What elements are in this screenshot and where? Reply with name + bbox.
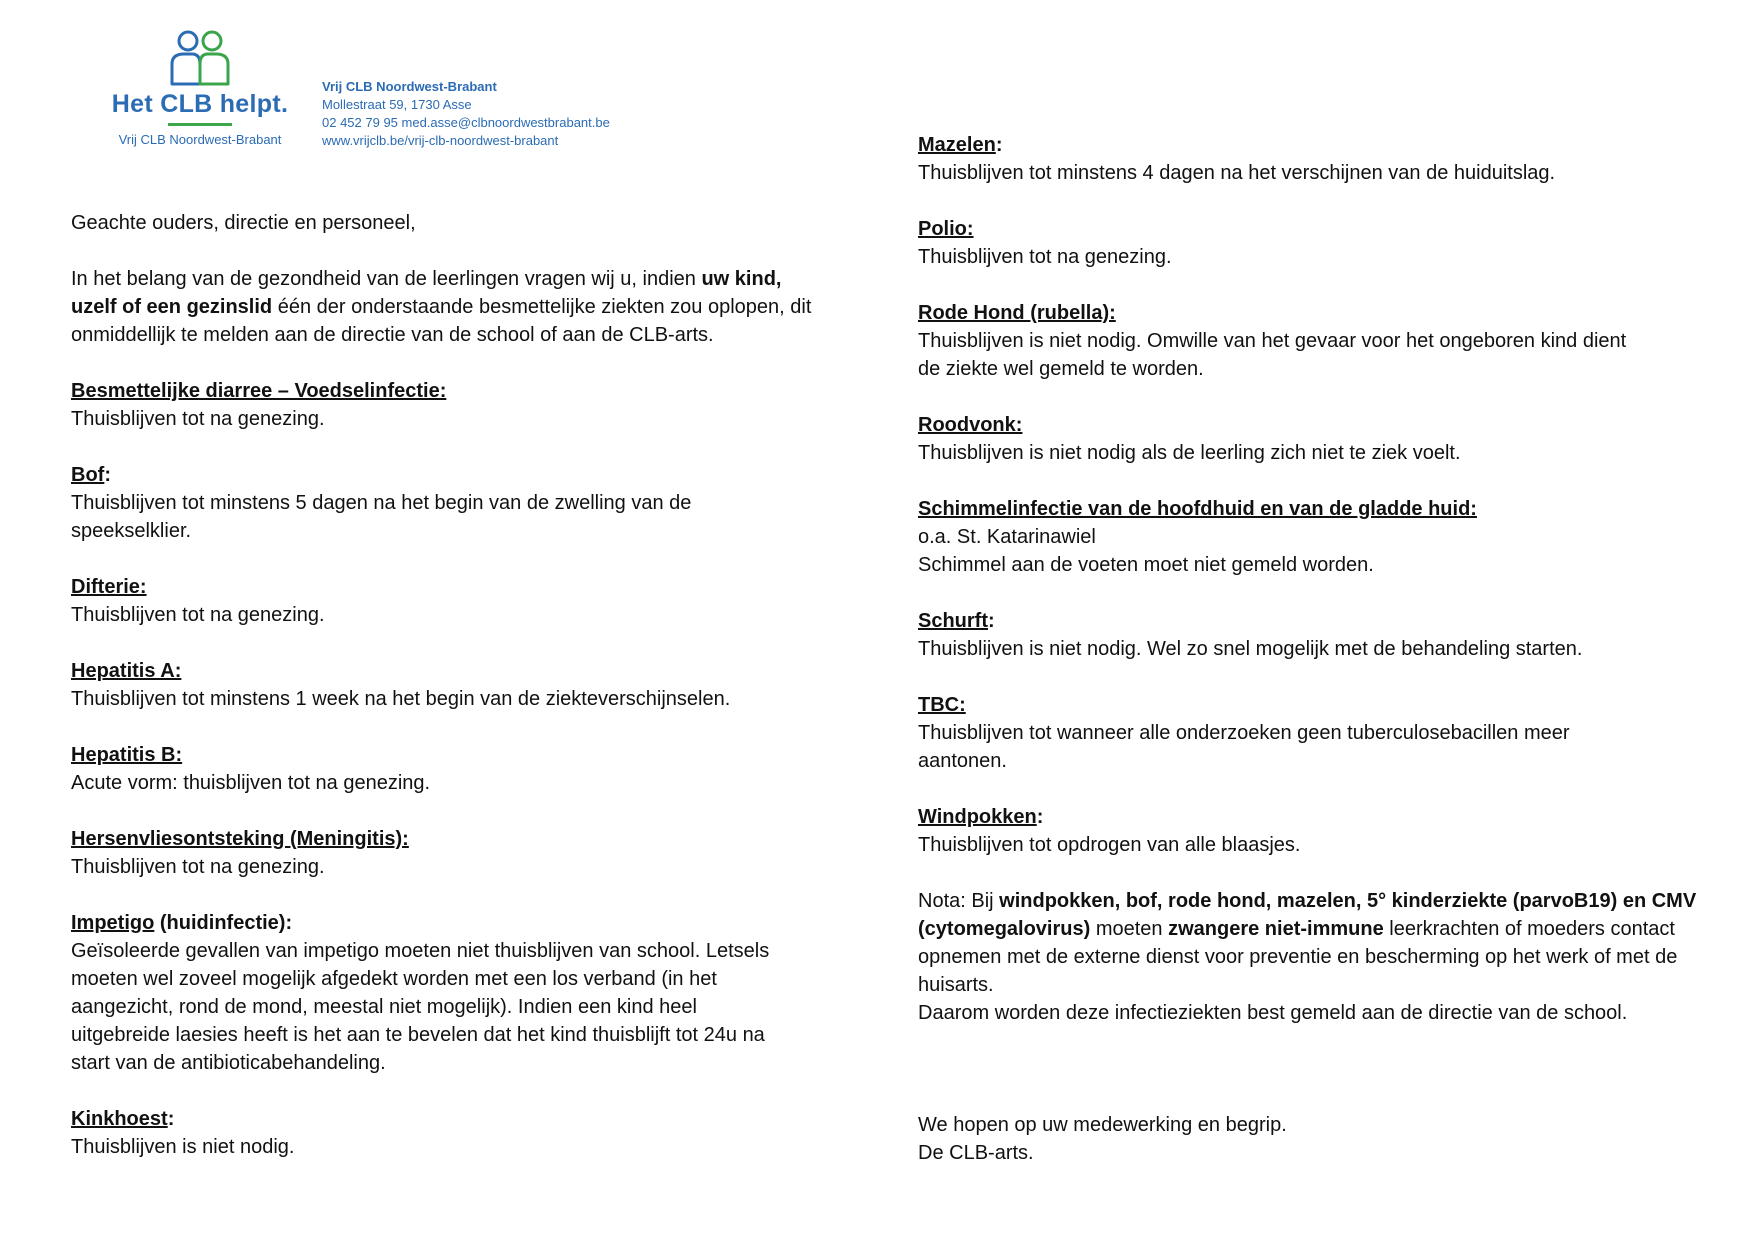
section-impetigo [71,909,831,1077]
section-title: Bof [71,464,105,486]
intro-paragraph [71,265,831,349]
nota-paragraph [918,887,1708,1027]
nota-text-bold-1: windpokken, bof, rode hond, mazelen, 5° kinderziekte (parvoB19) en CMV (cytomegalovirus) [918,890,1697,940]
section-text: Thuisblijven tot na genezing. [71,408,325,430]
section-text: Thuisblijven tot na genezing. [918,246,1172,268]
section-text: Thuisblijven tot na genezing. [71,856,325,878]
section-title: Roodvonk: [918,414,1023,436]
intro-text-bold: uw kind, uzelf of een gezinslid [71,268,782,318]
section-text: Geïsoleerde gevallen van impetigo moeten niet thuisblijven van school. Letsels moeten wel zoveel mogelijk afgedekt worden met een los verband (in het aangezicht, rond de mond, meestal niet mogelijk). Indien een kind heel uitgebreide laesies heeft is het aan te bevelen dat het kind thuisblijft tot 24u na start van de antibioticabehandeling. [71,940,770,1074]
section-rubella [918,299,1708,383]
logo-title: Het CLB helpt. [111,90,289,118]
section-tbc [918,691,1708,775]
clb-logo [100,28,300,153]
section-title: Impetigo [71,912,155,934]
section-schurft [918,607,1708,663]
logo-underline [168,123,232,126]
section-bof [71,461,831,545]
org-address: Mollestraat 59, 1730 Asse [322,97,472,112]
intro-text-2: één der onderstaande besmettelijke ziekten zou oplopen, dit onmiddellijk te melden aan de directie van de school of aan de CLB-arts. [71,296,812,346]
section-kinkhoest [71,1105,831,1161]
section-title: Difterie: [71,576,147,598]
section-text: Thuisblijven is niet nodig. Wel zo snel mogelijk met de behandeling starten. [918,638,1583,660]
signature-line: De CLB-arts. [918,1142,1034,1164]
section-title: Hersenvliesontsteking (Meningitis): [71,828,409,850]
people-icon [150,28,250,88]
org-contact: 02 452 79 95 med.asse@clbnoordwestbrabant.be [322,115,610,130]
section-title: Schurft [918,610,988,632]
org-name: Vrij CLB Noordwest-Brabant [322,79,497,94]
section-mazelen [918,131,1708,187]
section-text: Thuisblijven tot minstens 5 dagen na het begin van de zwelling van de speekselklier. [71,492,692,542]
section-title: Hepatitis A: [71,660,182,682]
section-title-rest: (huidinfectie): [154,912,293,934]
section-title-colon: : [167,1108,175,1130]
section-text: Thuisblijven tot minstens 1 week na het begin van de ziekteverschijnselen. [71,688,731,710]
section-title: Mazelen [918,134,996,156]
section-schimmel [918,495,1708,579]
intro-text-1: In het belang van de gezondheid van de leerlingen vragen wij u, indien [71,268,702,290]
greeting: Geachte ouders, directie en personeel, [71,212,416,234]
section-windpokken [918,803,1708,859]
section-text: Thuisblijven tot na genezing. [71,604,325,626]
logo-subtitle: Vrij CLB Noordwest-Brabant [118,132,282,147]
section-difterie [71,573,831,629]
section-title-colon: : [104,464,111,486]
section-title: Hepatitis B: [71,744,183,766]
section-polio [918,215,1708,271]
section-title: Besmettelijke diarree – Voedselinfectie: [71,380,447,402]
section-text: Thuisblijven tot minstens 4 dagen na het verschijnen van de huiduitslag. [918,162,1556,184]
section-title: Windpokken [918,806,1037,828]
org-website: www.vrijclb.be/vrij-clb-noordwest-brabant [322,133,559,148]
section-text: Thuisblijven tot opdrogen van alle blaasjes. [918,834,1301,856]
section-title: Rode Hond (rubella): [918,302,1116,324]
nota-text-3: leerkrachten of moeders contact opnemen met de externe dienst voor preventie en bescherming op het werk of met de huisarts. [918,918,1678,996]
section-text: Thuisblijven is niet nodig. Omwille van het gevaar voor het ongeboren kind dient de ziekte wel gemeld te worden. [918,330,1627,380]
section-title: TBC: [918,694,966,716]
nota-text-1: Nota: Bij [918,890,1000,912]
closing [918,1111,1708,1167]
closing-line: We hopen op uw medewerking en begrip. [918,1114,1287,1136]
section-diarree [71,377,831,433]
section-title-colon: : [988,610,995,632]
section-text: Thuisblijven is niet nodig als de leerling zich niet te ziek voelt. [918,442,1461,464]
letterhead [100,28,700,158]
section-roodvonk [918,411,1708,467]
nota-text-bold-2: zwangere niet-immune [1168,918,1384,940]
section-title-colon: : [995,134,1003,156]
section-hepatitis-b [71,741,831,797]
left-column [71,209,831,1189]
section-text: o.a. St. Katarinawiel Schimmel aan de voeten moet niet gemeld worden. [918,526,1374,576]
section-text: Thuisblijven tot wanneer alle onderzoeken geen tuberculosebacillen meer aantonen. [918,722,1570,772]
section-hepatitis-a [71,657,831,713]
spacer [918,1055,1708,1111]
nota-text-4: Daarom worden deze infectieziekten best gemeld aan de directie van de school. [918,1002,1628,1024]
organization-info [322,78,610,150]
section-title-colon: : [1036,806,1044,828]
nota-text-2: moeten [1090,918,1169,940]
section-meningitis [71,825,831,881]
right-column [918,131,1708,1195]
section-title: Kinkhoest [71,1108,168,1130]
section-text: Acute vorm: thuisblijven tot na genezing. [71,772,431,794]
section-text: Thuisblijven is niet nodig. [71,1136,295,1158]
section-title: Schimmelinfectie van de hoofdhuid en van de gladde huid: [918,498,1477,520]
section-title: Polio: [918,218,974,240]
